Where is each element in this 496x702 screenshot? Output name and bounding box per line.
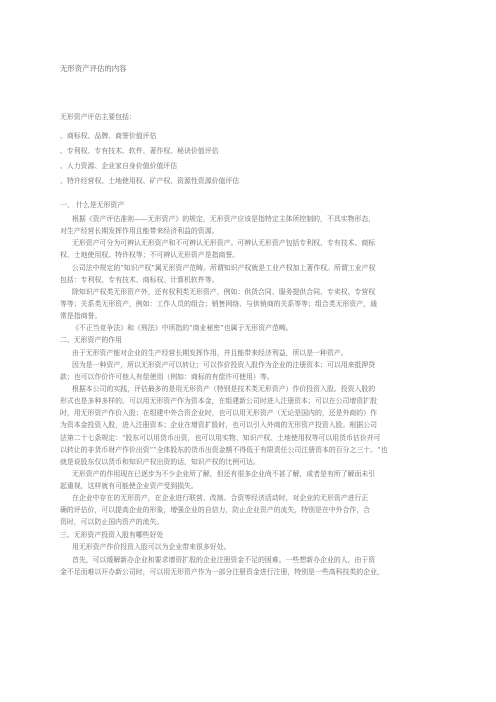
paragraph-line: 就是说股东仅以货币和知识产权出资的话，知识产权的比例可达。 xyxy=(60,458,260,466)
paragraph-line: 资时，可以防止国内资产的流失。 xyxy=(60,518,164,526)
section-heading: 一、 什么是无形资产 xyxy=(60,201,125,209)
paragraph-line: 权、土地使用权、特许权等；不可辨认无形资产是指商誉。 xyxy=(60,251,240,259)
paragraph-line: 对生产经营长期发挥作用且能带来经济利益的资源。 xyxy=(60,227,219,235)
paragraph-line: 公司法中规定的“知识产权”属无形资产范畴。所谓知识产权就是工业产权加上著作权。所谓工业产权 xyxy=(72,264,376,272)
paragraph-line: 根据《资产评估准则——无形资产》的规定，无形资产应该是指特定主体所控制的，不具实物形态， xyxy=(72,215,376,223)
paragraph-line: 时，用无形资产作价入股；在组建中外合资企业时，也可以用无形资产（无论是国内的，还是外商的）作 xyxy=(60,409,377,417)
list-item: 、人力资源、企业家自身价值价值评估 xyxy=(60,162,178,170)
paragraph-line: 由于无形资产能对企业的生产经营长期发挥作用，并且能带来经济利益，所以是一种资产。 xyxy=(72,349,348,357)
paragraph-line: 因为是一种资产，所以无形资产可以转让；可以作价投资入股作为企业的注册资本；可以用来抵押贷 xyxy=(72,361,376,369)
paragraph-line: 根据本公司的实践，评估最多的是用无形资产（特别是技术类无形资产）作价投资入股。投资入股的 xyxy=(72,385,376,393)
paragraph-line: 为资本金投资入股，进入注册资本；企业在增资扩股时，也可以引入外商的无形资产投资入股。根据公司 xyxy=(60,421,377,429)
paragraph-line: 法第二十七条规定：“股东可以用货币出资，也可以用实物、知识产权、土地使用权等可以用货币估价并可 xyxy=(60,434,381,442)
paragraph-line: 以转让的非货币财产作价出资”“全体股东的货币出资金额不得低于有限责任公司注册资本的百分之三十。“也 xyxy=(60,446,388,454)
paragraph-line: 包括：专利权、专有技术、商标权、计算机软件等。 xyxy=(60,276,219,284)
paragraph-line: 等等；关系类无形资产，例如：工作人员的组合；销售网络、与供销商的关系等等；组合类无形资产，通 xyxy=(60,300,377,308)
paragraph-line: 《不正当竞争法》和《刑法》中所指的“商业秘密”也属于无形资产范畴。 xyxy=(72,324,293,332)
document-title: 无形资产评估的内容 xyxy=(60,64,127,73)
paragraph-line: 除知识产权类无形资产外，还有权利类无形资产，例如：供货合同、服务提供合同、专卖权、专营权 xyxy=(72,288,376,296)
document-subtitle: 无形资产评估主要包括： xyxy=(60,113,136,121)
paragraph-line: 确的评估价，可以提高企业的形象，增强企业的自信力，防止企业资产的流失，特别是在中外合作，合 xyxy=(60,506,371,514)
paragraph-line: 金不足而难以开办新公司时，可以用无形资产作为一部分注册资金进行注册，特别是一些高科技类的企业， xyxy=(60,568,384,576)
paragraph-line: 款；也可以作价许可他人有偿使用（例如：商标的有偿许可使用）等。 xyxy=(60,373,274,381)
paragraph-line: 首先，可以缓解新办企业和要求增资扩股的企业注册资金不足的困难。一些想新办企业的人，由于资 xyxy=(72,556,376,564)
section-heading: 二、无形资产的作用 xyxy=(60,336,123,344)
paragraph-line: 在企业中存在的无形资产，在企业进行联营、改制、合资等经济活动时，对企业的无形资产进行正 xyxy=(72,494,369,502)
paragraph-line: 无形资产可分为可辨认无形资产和不可辨认无形资产。可辨认无形资产包括专利权、专有技术、商标 xyxy=(72,239,376,247)
paragraph-line: 形式也是多种多样的。可以用无形资产作为资本金，在组建新公司时进入注册资本；可以在公司增资扩股 xyxy=(60,397,377,405)
paragraph-line: 用无形资产作价投资入股可以为企业带来很多好处。 xyxy=(72,543,231,551)
section-heading: 三、无形资产投资入股有哪些好处 xyxy=(60,531,164,539)
paragraph-line: 常是指商誉。 xyxy=(60,312,102,320)
list-item: 、商标权、品牌、商誉价值评估 xyxy=(60,132,157,140)
paragraph-line: 无形资产的作用现在已逐步为不少企业所了解，但还有很多企业尚不甚了解，或者是有所了解而未引 xyxy=(72,470,376,478)
list-item: 、专利权、专有技术、软件、著作权、秘诀价值评估 xyxy=(60,147,219,155)
list-item: 、特许经营权、土地使用权、矿产权、资源性资源价值评估 xyxy=(60,177,240,185)
paragraph-line: 起重视，这样就有可能使企业资产受到损失。 xyxy=(60,482,198,490)
